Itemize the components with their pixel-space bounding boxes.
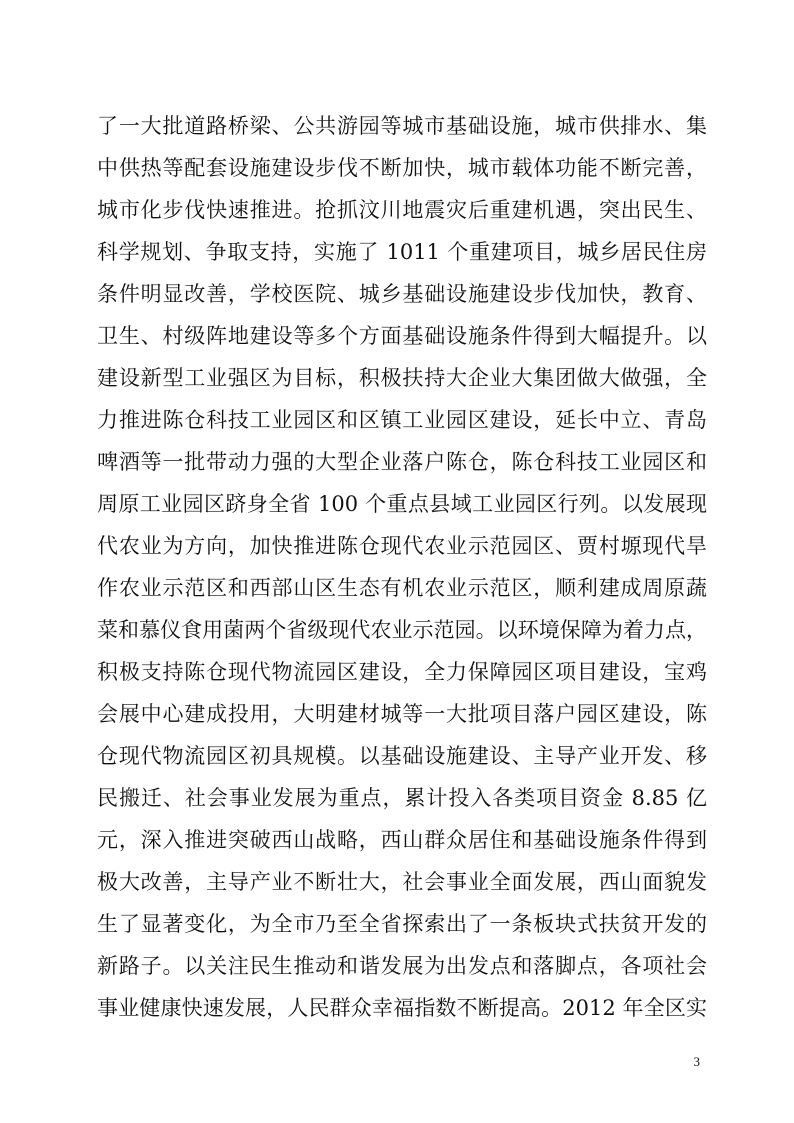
text-line: 科学规划、争取支持，实施了 1011 个重建项目，城乡居民住房: [97, 240, 707, 264]
text-line: 事业健康快速发展，人民群众幸福指数不断提高。2012 年全区实: [97, 996, 707, 1020]
text-line: 民搬迁、社会事业发展为重点，累计投入各类项目资金 8.85 亿: [97, 786, 707, 810]
text-line: 卫生、村级阵地建设等多个方面基础设施条件得到大幅提升。以: [97, 324, 707, 348]
text-line: 新路子。以关注民生推动和谐发展为出发点和落脚点，各项社会: [97, 954, 707, 978]
text-line: 条件明显改善，学校医院、城乡基础设施建设步伐加快，教育、: [97, 282, 707, 306]
page-number: 3: [693, 1054, 700, 1069]
text-line: 作农业示范区和西部山区生态有机农业示范区，顺利建成周原蔬: [97, 576, 707, 600]
text-line: 积极支持陈仓现代物流园区建设，全力保障园区项目建设，宝鸡: [97, 660, 707, 684]
text-line: 元，深入推进突破西山战略，西山群众居住和基础设施条件得到: [97, 828, 707, 852]
text-line: 会展中心建成投用，大明建材城等一大批项目落户园区建设，陈: [97, 702, 707, 726]
text-line: 仓现代物流园区初具规模。以基础设施建设、主导产业开发、移: [97, 744, 707, 768]
text-line: 极大改善，主导产业不断壮大，社会事业全面发展，西山面貌发: [97, 870, 707, 894]
text-line: 力推进陈仓科技工业园区和区镇工业园区建设，延长中立、青岛: [97, 408, 707, 432]
text-line: 建设新型工业强区为目标，积极扶持大企业大集团做大做强，全: [97, 366, 707, 390]
text-line: 了一大批道路桥梁、公共游园等城市基础设施，城市供排水、集: [97, 114, 707, 138]
text-line: 周原工业园区跻身全省 100 个重点县域工业园区行列。以发展现: [97, 492, 707, 516]
text-line: 生了显著变化，为全市乃至全省探索出了一条板块式扶贫开发的: [97, 912, 707, 936]
text-line: 城市化步伐快速推进。抢抓汶川地震灾后重建机遇，突出民生、: [97, 198, 707, 222]
text-line: 代农业为方向，加快推进陈仓现代农业示范园区、贾村塬现代旱: [97, 534, 707, 558]
text-line: 中供热等配套设施建设步伐不断加快，城市载体功能不断完善，: [97, 156, 707, 180]
text-line: 啤酒等一批带动力强的大型企业落户陈仓，陈仓科技工业园区和: [97, 450, 707, 474]
text-line: 菜和慕仪食用菌两个省级现代农业示范园。以环境保障为着力点，: [97, 618, 707, 642]
